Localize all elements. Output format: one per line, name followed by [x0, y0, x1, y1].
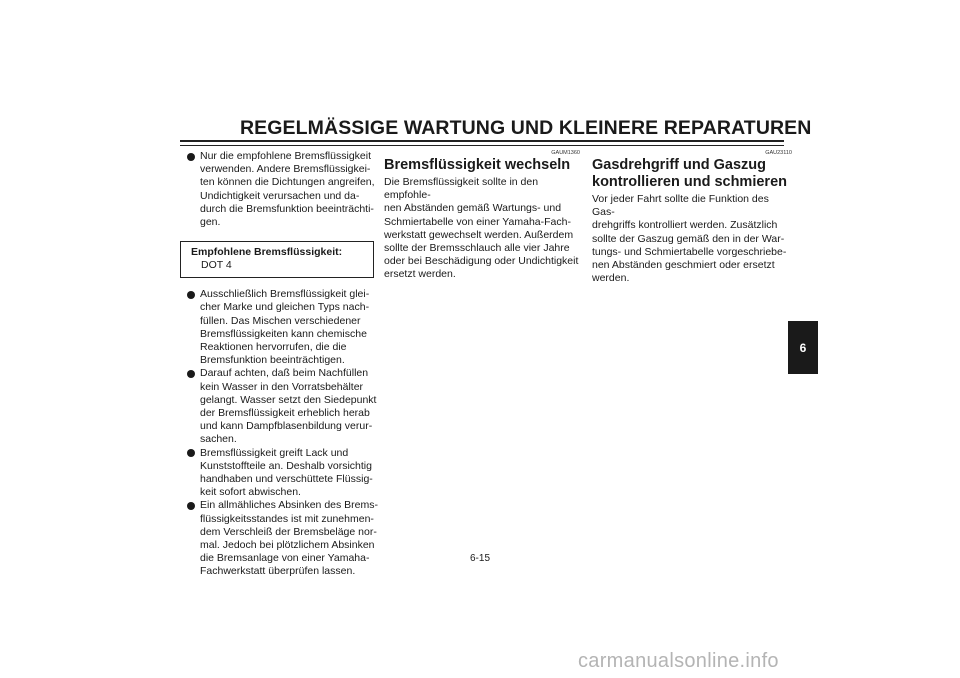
recommended-fluid-label: Empfohlene Bremsflüssigkeit:	[191, 246, 343, 259]
section-heading-brake-fluid: Bremsflüssigkeit wechseln	[384, 157, 571, 173]
chapter-tab: 6	[788, 321, 818, 374]
section-body-brake-fluid: Die Bremsflüssigkeit sollte in den empfohle- nen Abständen gemäß Wartungs- und Schmiertabelle von einer Yamaha-Fach- werkstatt gewechselt werden. Außerdem sollte der Bremsschlauch alle vier Jahre oder bei Beschädigung oder Undichtigkeit ersetzt werden.	[384, 176, 579, 281]
bullet-icon	[187, 449, 195, 457]
title-rule-thick	[180, 140, 784, 142]
section-heading-throttle: Gasdrehgriff und Gaszug kontrollieren und schmieren	[592, 157, 787, 190]
bullet-item	[180, 367, 380, 446]
recommended-fluid-value: DOT 4	[201, 259, 232, 272]
bullet-icon	[187, 291, 195, 299]
watermark: carmanualsonline.info	[578, 650, 779, 672]
bullet-text: Ausschließlich Bremsflüssigkeit glei- cher Marke und gleichen Typs nach- füllen. Das Mischen verschiedener Bremsflüssigkeiten kann chemische Reaktionen hervorrufen, die die Bremsfunktion beeinträchtigen.	[200, 288, 370, 367]
bullet-text: Darauf achten, daß beim Nachfüllen kein Wasser in den Vorratsbehälter gelangt. Wasser setzt den Siedepunkt der Bremsflüssigkeit erheblich herab und kann Dampfblasenbildung verur- sachen.	[200, 367, 377, 446]
bullet-icon	[187, 153, 195, 161]
bullet-list-top	[180, 150, 380, 229]
column-left	[180, 150, 380, 579]
recommended-fluid-box	[180, 241, 374, 278]
section-code: GAUM1360	[551, 150, 580, 156]
bullet-item	[180, 447, 380, 500]
bullet-list-bottom	[180, 288, 380, 578]
bullet-item	[180, 150, 380, 229]
bullet-text: Bremsflüssigkeit greift Lack und Kunststoffteile an. Deshalb vorsichtig handhaben und verschüttete Flüssig- keit sofort abwischen.	[200, 446, 373, 499]
column-right	[592, 150, 792, 285]
section-body-throttle: Vor jeder Fahrt sollte die Funktion des Gas- drehgriffs kontrolliert werden. Zusätzlich sollte der Gaszug gemäß den in der War- tungs- und Schmiertabelle vorgeschriebe- nen Abständen geschmiert oder ersetzt werden.	[592, 193, 787, 285]
bullet-item	[180, 288, 380, 367]
bullet-item	[180, 499, 380, 578]
bullet-text: Ein allmähliches Absinken des Brems- flüssigkeitsstandes ist mit zunehmen- dem Verschleiß der Bremsbeläge nor- mal. Jedoch bei plötzlichem Absinken die Bremsanlage von einer Yamaha- Fachwerkstatt überprüfen lassen.	[200, 499, 378, 578]
bullet-icon	[187, 370, 195, 378]
page-title: REGELMÄSSIGE WARTUNG UND KLEINERE REPARATUREN	[240, 117, 812, 139]
bullet-icon	[187, 502, 195, 510]
page-number: 6-15	[469, 553, 490, 564]
column-middle	[384, 150, 580, 282]
title-rule-thin	[180, 145, 784, 146]
bullet-text: Nur die empfohlene Bremsflüssigkeit verwenden. Andere Bremsflüssigkei- ten können die Dichtungen angreifen, Undichtigkeit verursachen und da- durch die Bremsfunktion beeinträchti- gen.	[200, 150, 375, 229]
section-code: GAU23110	[765, 150, 792, 156]
